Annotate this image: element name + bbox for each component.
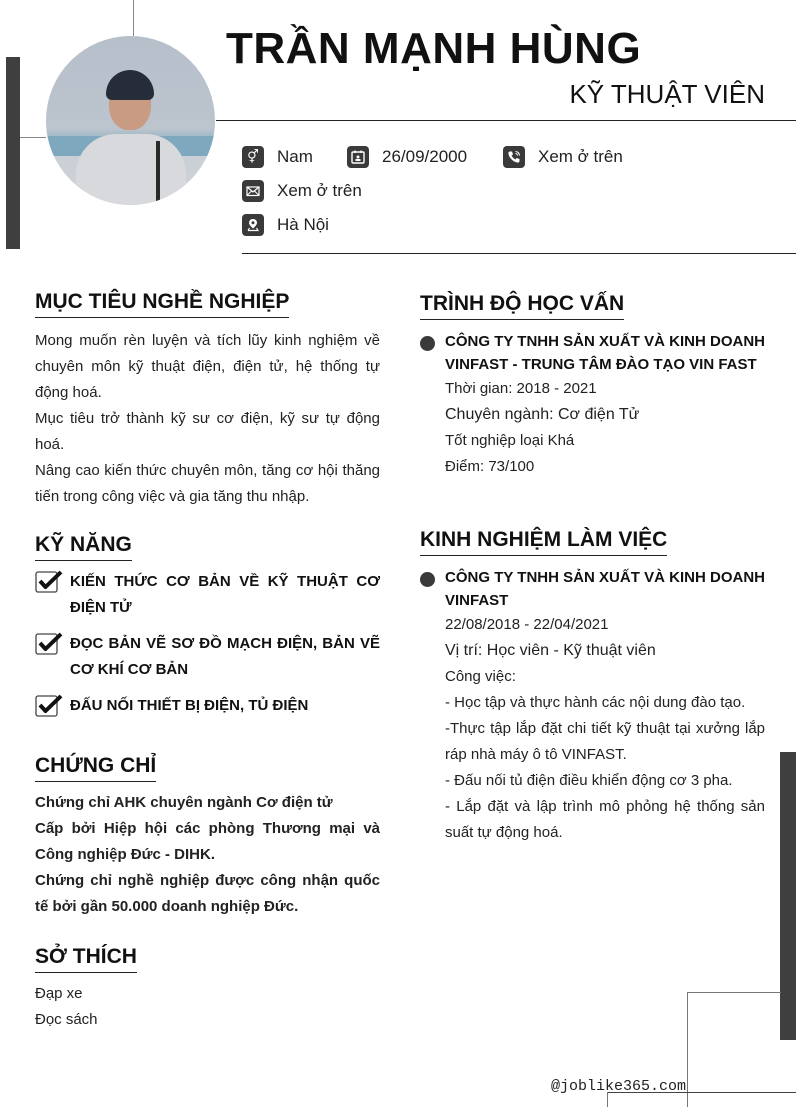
skill-text: ĐẤU NỐI THIẾT BỊ ĐIỆN, TỦ ĐIỆN bbox=[70, 697, 309, 714]
section-title: SỞ THÍCH bbox=[35, 945, 137, 973]
contact-gender bbox=[242, 146, 313, 168]
phone-value: Xem ở trên bbox=[538, 147, 623, 166]
objective-text: Mong muốn rèn luyện và tích lũy kinh nghiệm về chuyên môn kỹ thuật điện, điện tử, hệ thống tự động hoá. bbox=[35, 332, 380, 401]
decorative-line bbox=[687, 992, 688, 1107]
section-objective bbox=[35, 290, 380, 510]
certificate-text: Cấp bởi Hiệp hội các phòng Thương mại và Công nghiệp Đức - DIHK. bbox=[35, 820, 380, 863]
experience-entry bbox=[420, 566, 765, 846]
section-title: KỸ NĂNG bbox=[35, 533, 132, 561]
contact-phone bbox=[503, 146, 623, 168]
contact-address bbox=[242, 214, 329, 236]
photo-figure bbox=[106, 70, 154, 100]
experience-position: Vị trí: Học viên - Kỹ thuật viên bbox=[445, 642, 656, 659]
photo-figure bbox=[76, 134, 186, 205]
skill-item bbox=[35, 631, 380, 683]
decorative-bar-left bbox=[6, 57, 20, 249]
candidate-name: TRẦN MẠNH HÙNG bbox=[226, 24, 642, 73]
experience-duty: - Đấu nối tủ điện điều khiển động cơ 3 pha. bbox=[445, 772, 733, 789]
certificate-text: Chứng chỉ AHK chuyên ngành Cơ điện tử bbox=[35, 794, 333, 811]
education-score: Điểm: 73/100 bbox=[445, 458, 535, 475]
address-value: Hà Nội bbox=[277, 215, 329, 234]
section-title: TRÌNH ĐỘ HỌC VẤN bbox=[420, 292, 624, 320]
job-title: KỸ THUẬT VIÊN bbox=[569, 79, 765, 109]
skill-item bbox=[35, 693, 380, 719]
header-divider bbox=[216, 120, 796, 121]
photo-figure bbox=[156, 141, 160, 205]
education-time: Thời gian: 2018 - 2021 bbox=[445, 380, 597, 397]
section-hobbies bbox=[35, 945, 380, 1033]
experience-duties-label: Công việc: bbox=[445, 668, 516, 685]
birthday-value: 26/09/2000 bbox=[382, 147, 468, 166]
profile-photo bbox=[46, 36, 215, 205]
objective-text: Nâng cao kiến thức chuyên môn, tăng cơ hội thăng tiến trong công việc và gia tăng thu nhập. bbox=[35, 462, 380, 505]
checkbox-checked-icon bbox=[35, 693, 63, 717]
experience-period: 22/08/2018 - 22/04/2021 bbox=[445, 616, 609, 633]
skill-item bbox=[35, 569, 380, 621]
certificate-text: Chứng chỉ nghề nghiệp được công nhận quốc tế bởi gần 50.000 doanh nghiệp Đức. bbox=[35, 872, 380, 915]
gender-icon: ⚥ bbox=[242, 146, 264, 168]
experience-org: CÔNG TY TNHH SẢN XUẤT VÀ KINH DOANH VINFAST bbox=[445, 569, 765, 609]
contact-divider bbox=[242, 253, 796, 254]
education-major: Chuyên ngành: Cơ điện Tử bbox=[445, 406, 640, 423]
watermark-link[interactable]: @joblike365.com bbox=[551, 1078, 687, 1095]
experience-duty: - Lắp đặt và lập trình mô phỏng hệ thống sản suất tự động hoá. bbox=[445, 798, 765, 841]
contact-email bbox=[242, 180, 362, 202]
section-title: CHỨNG CHỈ bbox=[35, 754, 156, 782]
objective-text: Mục tiêu trở thành kỹ sư cơ điện, kỹ sư tự động hoá. bbox=[35, 410, 380, 453]
mail-icon bbox=[242, 180, 264, 202]
education-grade: Tốt nghiệp loại Khá bbox=[445, 432, 575, 449]
section-title: MỤC TIÊU NGHỀ NGHIỆP bbox=[35, 290, 289, 318]
bullet-dot-icon bbox=[420, 572, 435, 587]
decorative-bar-right bbox=[780, 752, 796, 1040]
checkbox-checked-icon bbox=[35, 631, 63, 655]
hobby-item: Đạp xe bbox=[35, 985, 83, 1002]
skill-text: KIẾN THỨC CƠ BẢN VỀ KỸ THUẬT CƠ ĐIỆN TỬ bbox=[70, 573, 380, 616]
education-entry bbox=[420, 330, 765, 480]
experience-duty: -Thực tập lắp đặt chi tiết kỹ thuật tại xưởng lắp ráp nhà máy ô tô VINFAST. bbox=[445, 720, 765, 763]
education-org: CÔNG TY TNHH SẢN XUẤT VÀ KINH DOANH VINFAST - TRUNG TÂM ĐÀO TẠO VIN FAST bbox=[445, 333, 765, 373]
bullet-dot-icon bbox=[420, 336, 435, 351]
section-title: KINH NGHIỆM LÀM VIỆC bbox=[420, 528, 667, 556]
experience-duty: - Học tập và thực hành các nội dung đào tạo. bbox=[445, 694, 746, 711]
skill-text: ĐỌC BẢN VẼ SƠ ĐỒ MẠCH ĐIỆN, BẢN VẼ CƠ KHÍ CƠ BẢN bbox=[70, 635, 380, 678]
checkbox-checked-icon bbox=[35, 569, 63, 593]
hobby-item: Đọc sách bbox=[35, 1011, 98, 1028]
section-experience bbox=[420, 528, 765, 846]
contact-birthday bbox=[347, 146, 467, 168]
section-certificates bbox=[35, 754, 380, 920]
gender-value: Nam bbox=[277, 147, 313, 166]
decorative-line bbox=[20, 137, 46, 138]
section-skills bbox=[35, 533, 380, 719]
decorative-line bbox=[687, 992, 781, 993]
decorative-line bbox=[133, 0, 134, 36]
calendar-icon bbox=[347, 146, 369, 168]
section-education bbox=[420, 292, 765, 480]
phone-icon bbox=[503, 146, 525, 168]
email-value: Xem ở trên bbox=[277, 181, 362, 200]
location-pin-icon bbox=[242, 214, 264, 236]
